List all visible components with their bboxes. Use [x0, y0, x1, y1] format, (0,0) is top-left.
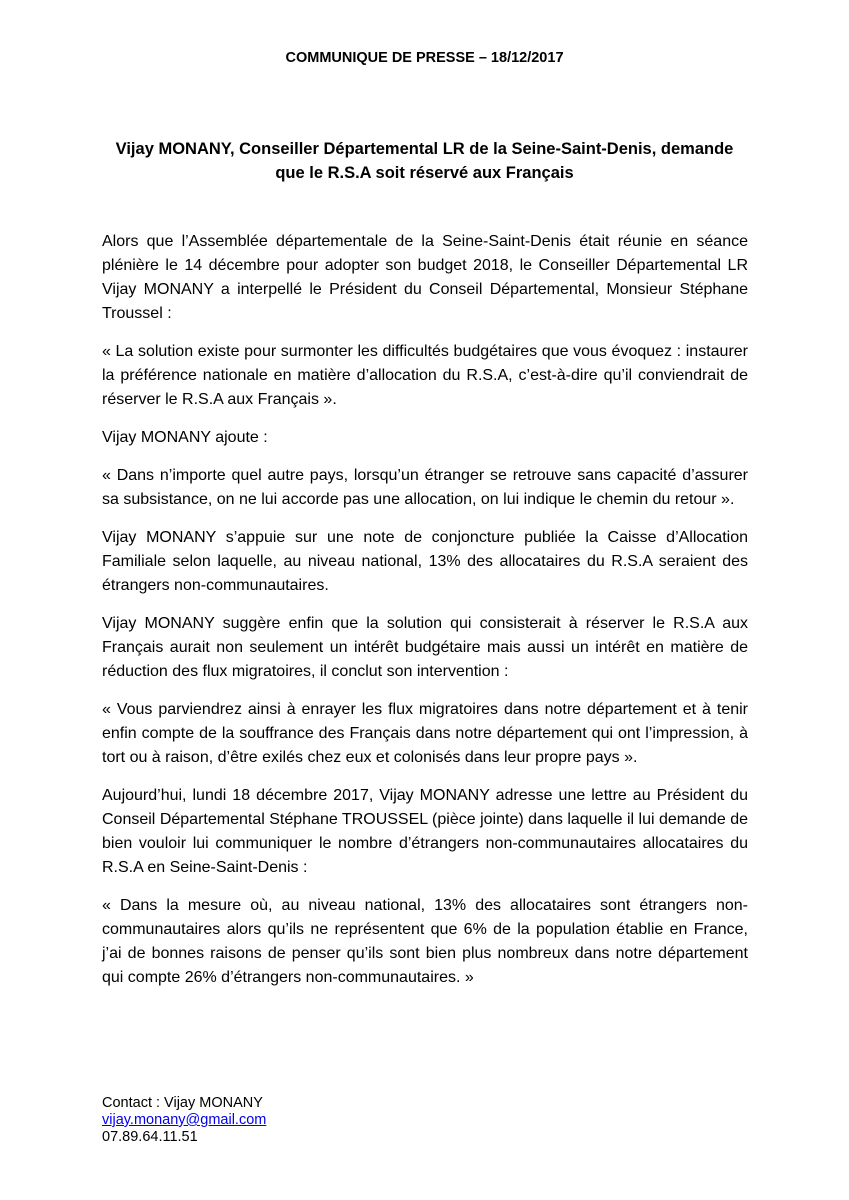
press-release-title	[100, 137, 749, 185]
contact-email-link[interactable]: vijay.monany@gmail.com	[102, 1112, 267, 1128]
contact-label: Contact : Vijay MONANY	[102, 1095, 263, 1111]
paragraph-caf-note: Vijay MONANY s’appuie sur une note de conjoncture publiée la Caisse d’Allocation Familiale selon laquelle, au niveau national, 13% des allocataires du R.S.A seraient des étrangers non-communautaires.	[102, 529, 748, 594]
paragraph-letter: Aujourd’hui, lundi 18 décembre 2017, Vijay MONANY adresse une lettre au Président du Conseil Départemental Stéphane TROUSSEL (pièce jointe) dans laquelle il lui demande de bien vouloir lui communiquer le nombre d’étrangers non-communautaires allocataires du R.S.A en Seine-Saint-Denis :	[102, 787, 748, 876]
paragraph-adds: Vijay MONANY ajoute :	[102, 429, 268, 446]
press-release-header: COMMUNIQUE DE PRESSE – 18/12/2017	[285, 50, 564, 66]
paragraph-quote-2: « Dans n’importe quel autre pays, lorsqu’un étranger se retrouve sans capacité d’assurer sa subsistance, on ne lui accorde pas une allocation, on lui indique le chemin du retour ».	[102, 467, 748, 508]
title-line-2: que le R.S.A soit réservé aux Français	[275, 164, 574, 182]
contact-block	[102, 1095, 266, 1146]
paragraph-quote-3: « Vous parviendrez ainsi à enrayer les flux migratoires dans notre département et à tenir enfin compte de la souffrance des Français dans notre département qui ont l’impression, à tort ou à raison, d’être exilés chez eux et colonisés dans leur propre pays ».	[102, 701, 748, 766]
paragraph-suggestion: Vijay MONANY suggère enfin que la solution qui consisterait à réserver le R.S.A aux Français aurait non seulement un intérêt budgétaire mais aussi un intérêt en matière de réduction des flux migratoires, il conclut son intervention :	[102, 615, 748, 680]
paragraph-quote-1: « La solution existe pour surmonter les difficultés budgétaires que vous évoquez : instaurer la préférence nationale en matière d’allocation du R.S.A, c’est-à-dire qu’il conviendrait de réserver le R.S.A aux Français ».	[102, 343, 748, 408]
paragraph-intro: Alors que l’Assemblée départementale de la Seine-Saint-Denis était réunie en séance plénière le 14 décembre pour adopter son budget 2018, le Conseiller Départemental LR Vijay MONANY a interpellé le Président du Conseil Départemental, Monsieur Stéphane Troussel :	[102, 233, 748, 322]
contact-phone: 07.89.64.11.51	[102, 1129, 198, 1145]
press-release-body	[102, 230, 748, 1004]
paragraph-quote-4: « Dans la mesure où, au niveau national, 13% des allocataires sont étrangers non-communautaires alors qu’ils ne représentent que 6% de la population établie en France, j’ai de bonnes raisons de penser qu’ils sont bien plus nombreux dans notre département qui compte 26% d’étrangers non-communautaires. »	[102, 897, 748, 986]
title-line-1: Vijay MONANY, Conseiller Départemental LR de la Seine-Saint-Denis, demande	[115, 140, 734, 158]
